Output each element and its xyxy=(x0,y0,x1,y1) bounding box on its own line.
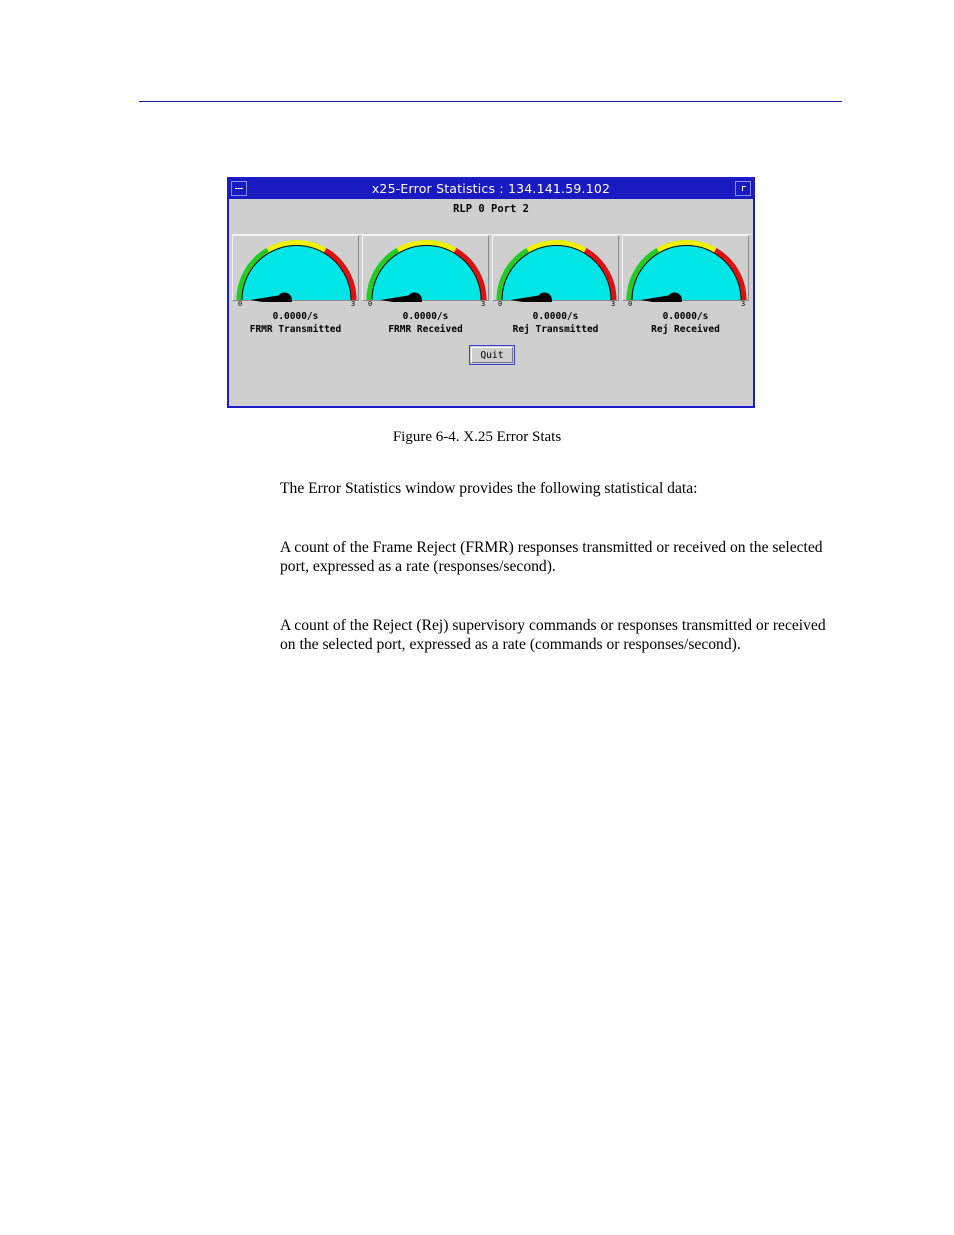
dial-face xyxy=(497,240,617,300)
meter-caption xyxy=(492,310,619,336)
figure-caption: Figure 6-4. X.25 Error Stats xyxy=(392,429,562,445)
gauge-dial xyxy=(493,236,620,302)
scale-max-label: 3 xyxy=(351,300,356,308)
meter-value: 0.0000/s xyxy=(662,311,709,322)
header-rule xyxy=(139,101,842,102)
meter-caption xyxy=(232,310,359,336)
meter-label: Rej Received xyxy=(651,324,720,335)
window-title: x25-Error Statistics : 134.141.59.102 xyxy=(371,181,611,196)
gauge-dial xyxy=(363,236,490,302)
meter-value: 0.0000/s xyxy=(402,311,449,322)
meter-value: 0.0000/s xyxy=(272,311,319,322)
gauge-dial xyxy=(623,236,750,302)
maximize-icon[interactable] xyxy=(735,181,751,196)
meter-frmr-transmitted xyxy=(232,235,359,308)
meter-caption xyxy=(362,310,489,336)
meter-frmr-received xyxy=(362,235,489,308)
window-menu-icon[interactable] xyxy=(231,181,247,196)
meter-label: FRMR Received xyxy=(388,324,463,335)
scale-min-label: 0 xyxy=(628,300,633,308)
rej-description: A count of the Reject (Rej) supervisory commands or responses transmitted or received on the selected port, expressed as a rate (commands or responses/second). xyxy=(280,617,826,653)
scale-max-label: 3 xyxy=(481,300,486,308)
title-bar[interactable] xyxy=(229,179,753,199)
gauge-dial xyxy=(233,236,360,302)
meter-rej-received xyxy=(622,235,749,308)
meter-caption xyxy=(622,310,749,336)
meter-label: FRMR Transmitted xyxy=(249,324,342,335)
quit-button-label: Quit xyxy=(471,347,513,363)
scale-max-label: 3 xyxy=(611,300,616,308)
error-statistics-window xyxy=(227,177,755,408)
scale-min-label: 0 xyxy=(368,300,373,308)
scale-min-label: 0 xyxy=(238,300,243,308)
quit-button[interactable] xyxy=(469,345,515,365)
intro-paragraph: The Error Statistics window provides the following statistical data: xyxy=(280,480,698,497)
meter-panel xyxy=(232,234,752,308)
frmr-description: A count of the Frame Reject (FRMR) responses transmitted or received on the selected port, expressed as a rate (responses/second). xyxy=(280,539,823,575)
dial-face xyxy=(627,240,747,300)
meter-rej-transmitted xyxy=(492,235,619,308)
meter-label: Rej Transmitted xyxy=(512,324,599,335)
scale-max-label: 3 xyxy=(741,300,746,308)
meter-value: 0.0000/s xyxy=(532,311,579,322)
port-subtitle: RLP 0 Port 2 xyxy=(453,203,529,215)
scale-min-label: 0 xyxy=(498,300,503,308)
dial-face xyxy=(367,240,487,300)
dial-face xyxy=(237,240,357,300)
